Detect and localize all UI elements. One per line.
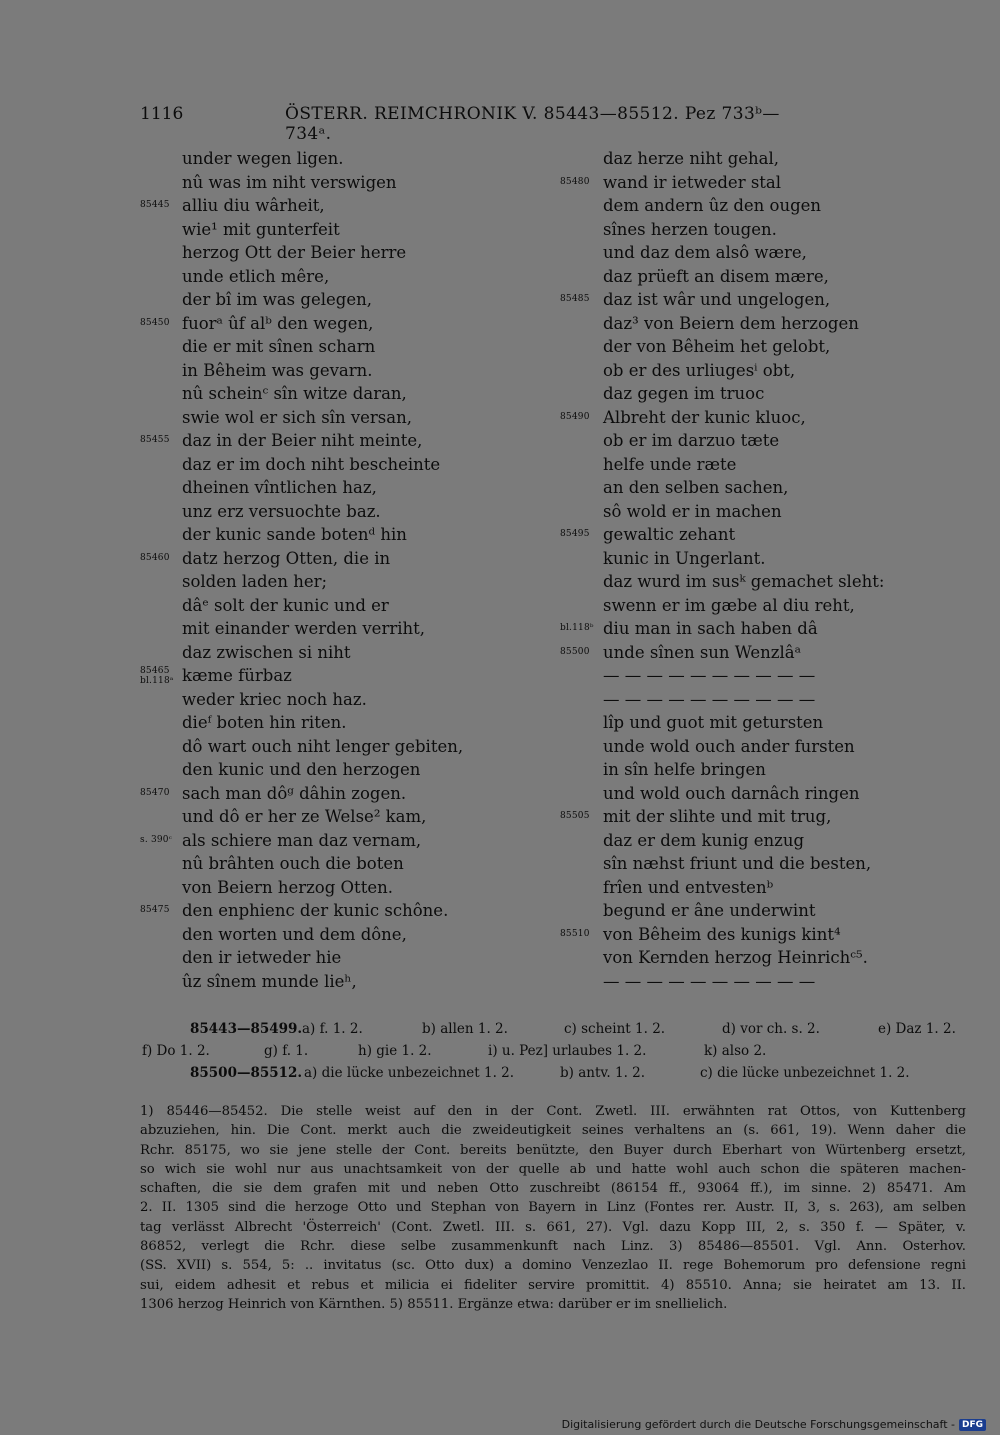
verse-text: daz er dem kunig enzug <box>603 830 805 850</box>
apparatus-range: 85443—85499. <box>190 1021 303 1037</box>
verse-line <box>560 970 980 994</box>
verse-line <box>560 570 980 594</box>
verse-text: und wold ouch darnâch ringen <box>603 783 860 803</box>
verse-line <box>560 899 980 923</box>
verse-text: sînes herzen tougen. <box>603 219 777 239</box>
verse-text: dieᶠ boten hin riten. <box>182 713 347 732</box>
verse-line <box>560 523 980 547</box>
verse-text: als schiere man daz vernam, <box>182 830 422 850</box>
footnote-line: so wich sie wohl nur aus unachtsamkeit von der quelle ab und hatte wohl auch schon die späteren machen- <box>140 1161 966 1177</box>
verse-line <box>560 641 980 665</box>
verse-line <box>140 570 550 594</box>
verse-line <box>560 923 980 947</box>
verse-line <box>560 194 980 218</box>
verse-text: den enphienc der kunic schône. <box>182 901 449 920</box>
verse-line <box>140 147 550 171</box>
line-number: 85460 <box>140 552 170 563</box>
apparatus-entry: a) f. 1. 2. <box>302 1021 363 1037</box>
verse-line <box>560 382 980 406</box>
verse-text: unde wold ouch ander fursten <box>603 736 855 756</box>
apparatus-entry: e) Daz 1. 2. <box>878 1021 956 1037</box>
verse-text: mit der slihte und mit trug, <box>603 807 832 826</box>
verse-text: herzog Ott der Beier herre <box>182 243 407 262</box>
verse-text: alliu diu wârheit, <box>182 196 325 215</box>
line-number <box>140 666 174 686</box>
running-header <box>140 104 820 144</box>
verse-line <box>560 406 980 430</box>
line-number: 85455 <box>140 435 170 445</box>
apparatus-range: 85500—85512. <box>190 1065 303 1081</box>
verse-text: dheinen vîntlichen haz, <box>182 478 377 497</box>
verse-line <box>140 382 550 406</box>
apparatus-entry: i) u. Pez] urlaubes 1. 2. <box>488 1043 647 1059</box>
footer-text: Digitalisierung gefördert durch die Deutsche Forschungsgemeinschaft - <box>561 1418 955 1431</box>
verse-line <box>140 312 550 336</box>
critical-apparatus <box>140 1018 970 1084</box>
verse-text: der bî im was gelegen, <box>182 290 372 309</box>
verse-text: daz wurd im susᵏ gemachet sleht: <box>603 572 885 591</box>
verse-text: begund er âne underwint <box>603 901 816 920</box>
verse-text: swie wol er sich sîn versan, <box>182 407 412 427</box>
verse-line <box>140 782 550 806</box>
apparatus-entry: b) allen 1. 2. <box>422 1021 508 1037</box>
verse-text: datz herzog Otten, die in <box>182 548 391 568</box>
verse-text: von Bêheim des kunigs kint⁴ <box>603 924 841 944</box>
verse-text: nû was im niht verswigen <box>182 172 397 192</box>
verse-line <box>560 171 980 195</box>
footnote-line: 1306 herzog Heinrich von Kärnthen. 5) 85511. Ergänze etwa: darüber er im snellielich. <box>140 1296 728 1312</box>
verse-line <box>140 876 550 900</box>
verse-text: swenn er im gæbe al diu reht, <box>603 595 855 615</box>
verse-line <box>560 594 980 618</box>
verse-text: mit einander werden verriht, <box>182 619 426 638</box>
verse-text: dâᵉ solt der kunic und er <box>182 595 389 615</box>
verse-line <box>140 359 550 383</box>
verse-text: dô wart ouch niht lenger gebiten, <box>182 736 464 756</box>
verse-line <box>140 711 550 735</box>
verse-line <box>140 265 550 289</box>
verse-text: in Bêheim was gevarn. <box>182 360 373 380</box>
footnote-line: schaften, die sie dem grafen mit und neben Otto zuschreibt (86154 ff., 93064 ff.), im sinne. 2) 85471. Am <box>140 1181 966 1197</box>
verse-text: — — — — — — — — — — <box>603 689 816 709</box>
footnote-line: 86852, verlegt die Rchr. diese selbe zusammenkunft nach Linz. 3) 85486—85501. Vgl. Ann. Osterhov. <box>140 1239 966 1255</box>
verse-line <box>140 641 550 665</box>
verse-line <box>140 946 550 970</box>
verse-line <box>140 899 550 923</box>
verse-line <box>560 829 980 853</box>
verse-text: der kunic sande botenᵈ hin <box>182 525 407 544</box>
verse-line <box>140 194 550 218</box>
verse-line <box>560 946 980 970</box>
verse-line <box>560 852 980 876</box>
verse-text: nû scheinᶜ sîn witze daran, <box>182 384 407 403</box>
verse-text: ûz sînem munde lieʰ, <box>182 971 357 991</box>
verse-text: daz herze niht gehal, <box>603 149 780 168</box>
verse-text: unde sînen sun Wenzlâᵃ <box>603 642 801 662</box>
verse-text: wie¹ mit gunterfeit <box>182 219 340 239</box>
line-number: 85480 <box>560 176 590 187</box>
apparatus-entry: c) scheint 1. 2. <box>564 1021 666 1037</box>
verse-text: Albreht der kunic kluoc, <box>603 407 806 427</box>
footnote-line: (SS. XVII) s. 554, 5: .. invitatus (sc. Otto dux) a domino Venzezlao II. rege Bohemorum pro defensione regni <box>140 1258 966 1274</box>
footnotes <box>140 1102 966 1314</box>
verse-text: sîn næhst friunt und die besten, <box>603 854 872 873</box>
verse-text: diu man in sach haben dâ <box>603 619 818 638</box>
line-number: 85500 <box>560 646 590 657</box>
verse-text: helfe unde ræte <box>603 454 737 474</box>
verse-line <box>560 688 980 712</box>
apparatus-entry: g) f. 1. <box>264 1043 309 1059</box>
line-number: 85470 <box>140 787 170 798</box>
line-number: 85510 <box>560 928 590 939</box>
line-number: bl.118ᵇ <box>560 623 594 633</box>
line-number: 85450 <box>140 317 170 328</box>
verse-text: daz er im doch niht bescheinte <box>182 454 441 474</box>
line-number: 85475 <box>140 905 170 915</box>
verse-line <box>140 688 550 712</box>
verse-line <box>140 923 550 947</box>
verse-text: ob er im darzuo tæte <box>603 431 780 450</box>
verse-text: von Beiern herzog Otten. <box>182 877 393 897</box>
dfg-logo: DFG <box>959 1419 986 1431</box>
verse-line <box>140 429 550 453</box>
apparatus-line <box>140 1040 970 1062</box>
verse-text: daz prüeft an disem mære, <box>603 266 829 286</box>
verse-line <box>560 805 980 829</box>
line-number: 85445 <box>140 200 170 210</box>
verse-line <box>140 547 550 571</box>
verse-text: in sîn helfe bringen <box>603 760 766 779</box>
verse-line <box>140 335 550 359</box>
verse-line <box>560 147 980 171</box>
folio-marker: bl.118ᵃ <box>140 676 174 686</box>
verse-text: daz in der Beier niht meinte, <box>182 431 423 450</box>
verse-line <box>140 241 550 265</box>
apparatus-line <box>140 1018 970 1040</box>
verse-line <box>140 829 550 853</box>
footnote-line: 2. II. 1305 sind die herzoge Otto und Stephan von Bayern in Linz (Fontes rer. Austr. II, 3, s. 263), am selben <box>140 1200 966 1216</box>
apparatus-entry: d) vor ch. s. 2. <box>722 1021 820 1037</box>
verse-line <box>140 476 550 500</box>
verse-text: kæme fürbaz <box>182 666 292 685</box>
apparatus-entry: b) antv. 1. 2. <box>560 1065 646 1081</box>
line-number-primary: 85465 <box>140 666 170 676</box>
footnote-line: abzuziehen, hin. Die Cont. merkt auch die zweideutigkeit seines verhaltens an (s. 661, 19). Wenn daher die <box>140 1123 966 1139</box>
verse-line <box>560 617 980 641</box>
verse-line <box>560 359 980 383</box>
verse-line <box>140 288 550 312</box>
footnote-line: tag verlässt Albrecht 'Österreich' (Cont. Zwetl. III. s. 661, 27). Vgl. dazu Kopp III, 2, s. 350 f. — Später, v. <box>140 1219 966 1235</box>
verse-text: under wegen ligen. <box>182 149 344 168</box>
line-number: s. 390ᶜ <box>140 834 173 845</box>
verse-text: unde etlich mêre, <box>182 266 330 286</box>
verse-line <box>140 500 550 524</box>
line-number: 85495 <box>560 529 590 539</box>
footnote-line: sui, eidem adhesit et rebus et milicia ei fideliter servire promittit. 4) 85510. Anna; sie heiratet am 13. II. <box>140 1277 966 1293</box>
verse-line <box>140 664 550 688</box>
verse-text: dem andern ûz den ougen <box>603 196 822 215</box>
left-verse-column <box>140 147 550 993</box>
verse-text: daz³ von Beiern dem herzogen <box>603 313 859 333</box>
verse-text: die er mit sînen scharn <box>182 337 376 356</box>
verse-text: wand ir ietweder stal <box>603 172 782 192</box>
verse-text: an den selben sachen, <box>603 478 789 497</box>
apparatus-line <box>140 1062 970 1084</box>
verse-line <box>140 852 550 876</box>
verse-line <box>560 876 980 900</box>
verse-text: und dô er her ze Welse² kam, <box>182 807 427 826</box>
verse-text: solden laden her; <box>182 572 328 591</box>
verse-line <box>140 617 550 641</box>
verse-text: sô wold er in machen <box>603 501 782 521</box>
verse-line <box>560 241 980 265</box>
apparatus-entry: c) die lücke unbezeichnet 1. 2. <box>700 1065 910 1081</box>
verse-text: unz erz versuochte baz. <box>182 501 381 521</box>
verse-line <box>560 547 980 571</box>
footnote-line: 1) 85446—85452. Die stelle weist auf den in der Cont. Zwetl. III. erwähnten rat Ottos, von Kuttenberg <box>140 1104 966 1119</box>
verse-text: sach man dôᵍ dâhin zogen. <box>182 783 407 803</box>
verse-line <box>560 453 980 477</box>
apparatus-entry: f) Do 1. 2. <box>142 1043 210 1059</box>
verse-text: der von Bêheim het gelobt, <box>603 337 831 356</box>
line-number: 85485 <box>560 294 590 304</box>
verse-text: weder kriec noch haz. <box>182 689 367 709</box>
line-number: 85505 <box>560 811 590 821</box>
verse-line <box>560 429 980 453</box>
page-number: 1116 <box>140 104 184 124</box>
verse-line <box>560 335 980 359</box>
verse-text: von Kernden herzog Heinrichᶜ⁵. <box>603 948 868 967</box>
verse-text: ob er des urliugesⁱ obt, <box>603 360 796 380</box>
verse-text: daz ist wâr und ungelogen, <box>603 290 831 309</box>
verse-text: kunic in Ungerlant. <box>603 548 766 568</box>
verse-text: gewaltic zehant <box>603 525 736 544</box>
verse-text: den ir ietweder hie <box>182 948 342 967</box>
verse-line <box>560 782 980 806</box>
verse-text: frîen und entvestenᵇ <box>603 877 774 897</box>
apparatus-entry: a) die lücke unbezeichnet 1. 2. <box>304 1065 515 1081</box>
verse-text: daz gegen im truoc <box>603 384 765 403</box>
verse-line <box>560 312 980 336</box>
verse-line <box>560 735 980 759</box>
verse-line <box>560 265 980 289</box>
verse-line <box>140 594 550 618</box>
verse-line <box>140 218 550 242</box>
verse-line <box>140 171 550 195</box>
verse-line <box>140 523 550 547</box>
verse-text: nû brâhten ouch die boten <box>182 854 404 873</box>
verse-text: lîp und guot mit getursten <box>603 713 824 732</box>
verse-line <box>140 735 550 759</box>
verse-text: — — — — — — — — — — <box>603 666 816 685</box>
verse-text: den worten und dem dône, <box>182 924 407 944</box>
verse-text: — — — — — — — — — — <box>603 971 816 991</box>
verse-line <box>560 500 980 524</box>
verse-line <box>140 453 550 477</box>
right-verse-column <box>560 147 980 993</box>
verse-line <box>560 288 980 312</box>
verse-line <box>140 805 550 829</box>
footnote-line: Rchr. 85175, wo sie jene stelle der Cont. bereits benützte, den Buyer durch Eberhart von Würtenberg ersetzt, <box>140 1142 966 1158</box>
footer-credit <box>562 1418 986 1431</box>
verse-line <box>140 758 550 782</box>
apparatus-entry: h) gie 1. 2. <box>358 1043 432 1059</box>
apparatus-entry: k) also 2. <box>704 1043 767 1059</box>
verse-line <box>140 970 550 994</box>
verse-line <box>560 711 980 735</box>
verse-line <box>560 758 980 782</box>
verse-text: den kunic und den herzogen <box>182 760 421 779</box>
running-title: ÖSTERR. REIMCHRONIK V. 85443—85512. Pez 733ᵇ—734ᵃ. <box>285 104 780 144</box>
verse-text: und daz dem alsô wære, <box>603 243 807 262</box>
verse-line <box>560 476 980 500</box>
verse-line <box>560 218 980 242</box>
verse-line <box>140 406 550 430</box>
line-number: 85490 <box>560 411 590 422</box>
verse-text: fuorᵃ ûf alᵇ den wegen, <box>182 313 374 333</box>
verse-text: daz zwischen si niht <box>182 642 351 662</box>
verse-line <box>560 664 980 688</box>
